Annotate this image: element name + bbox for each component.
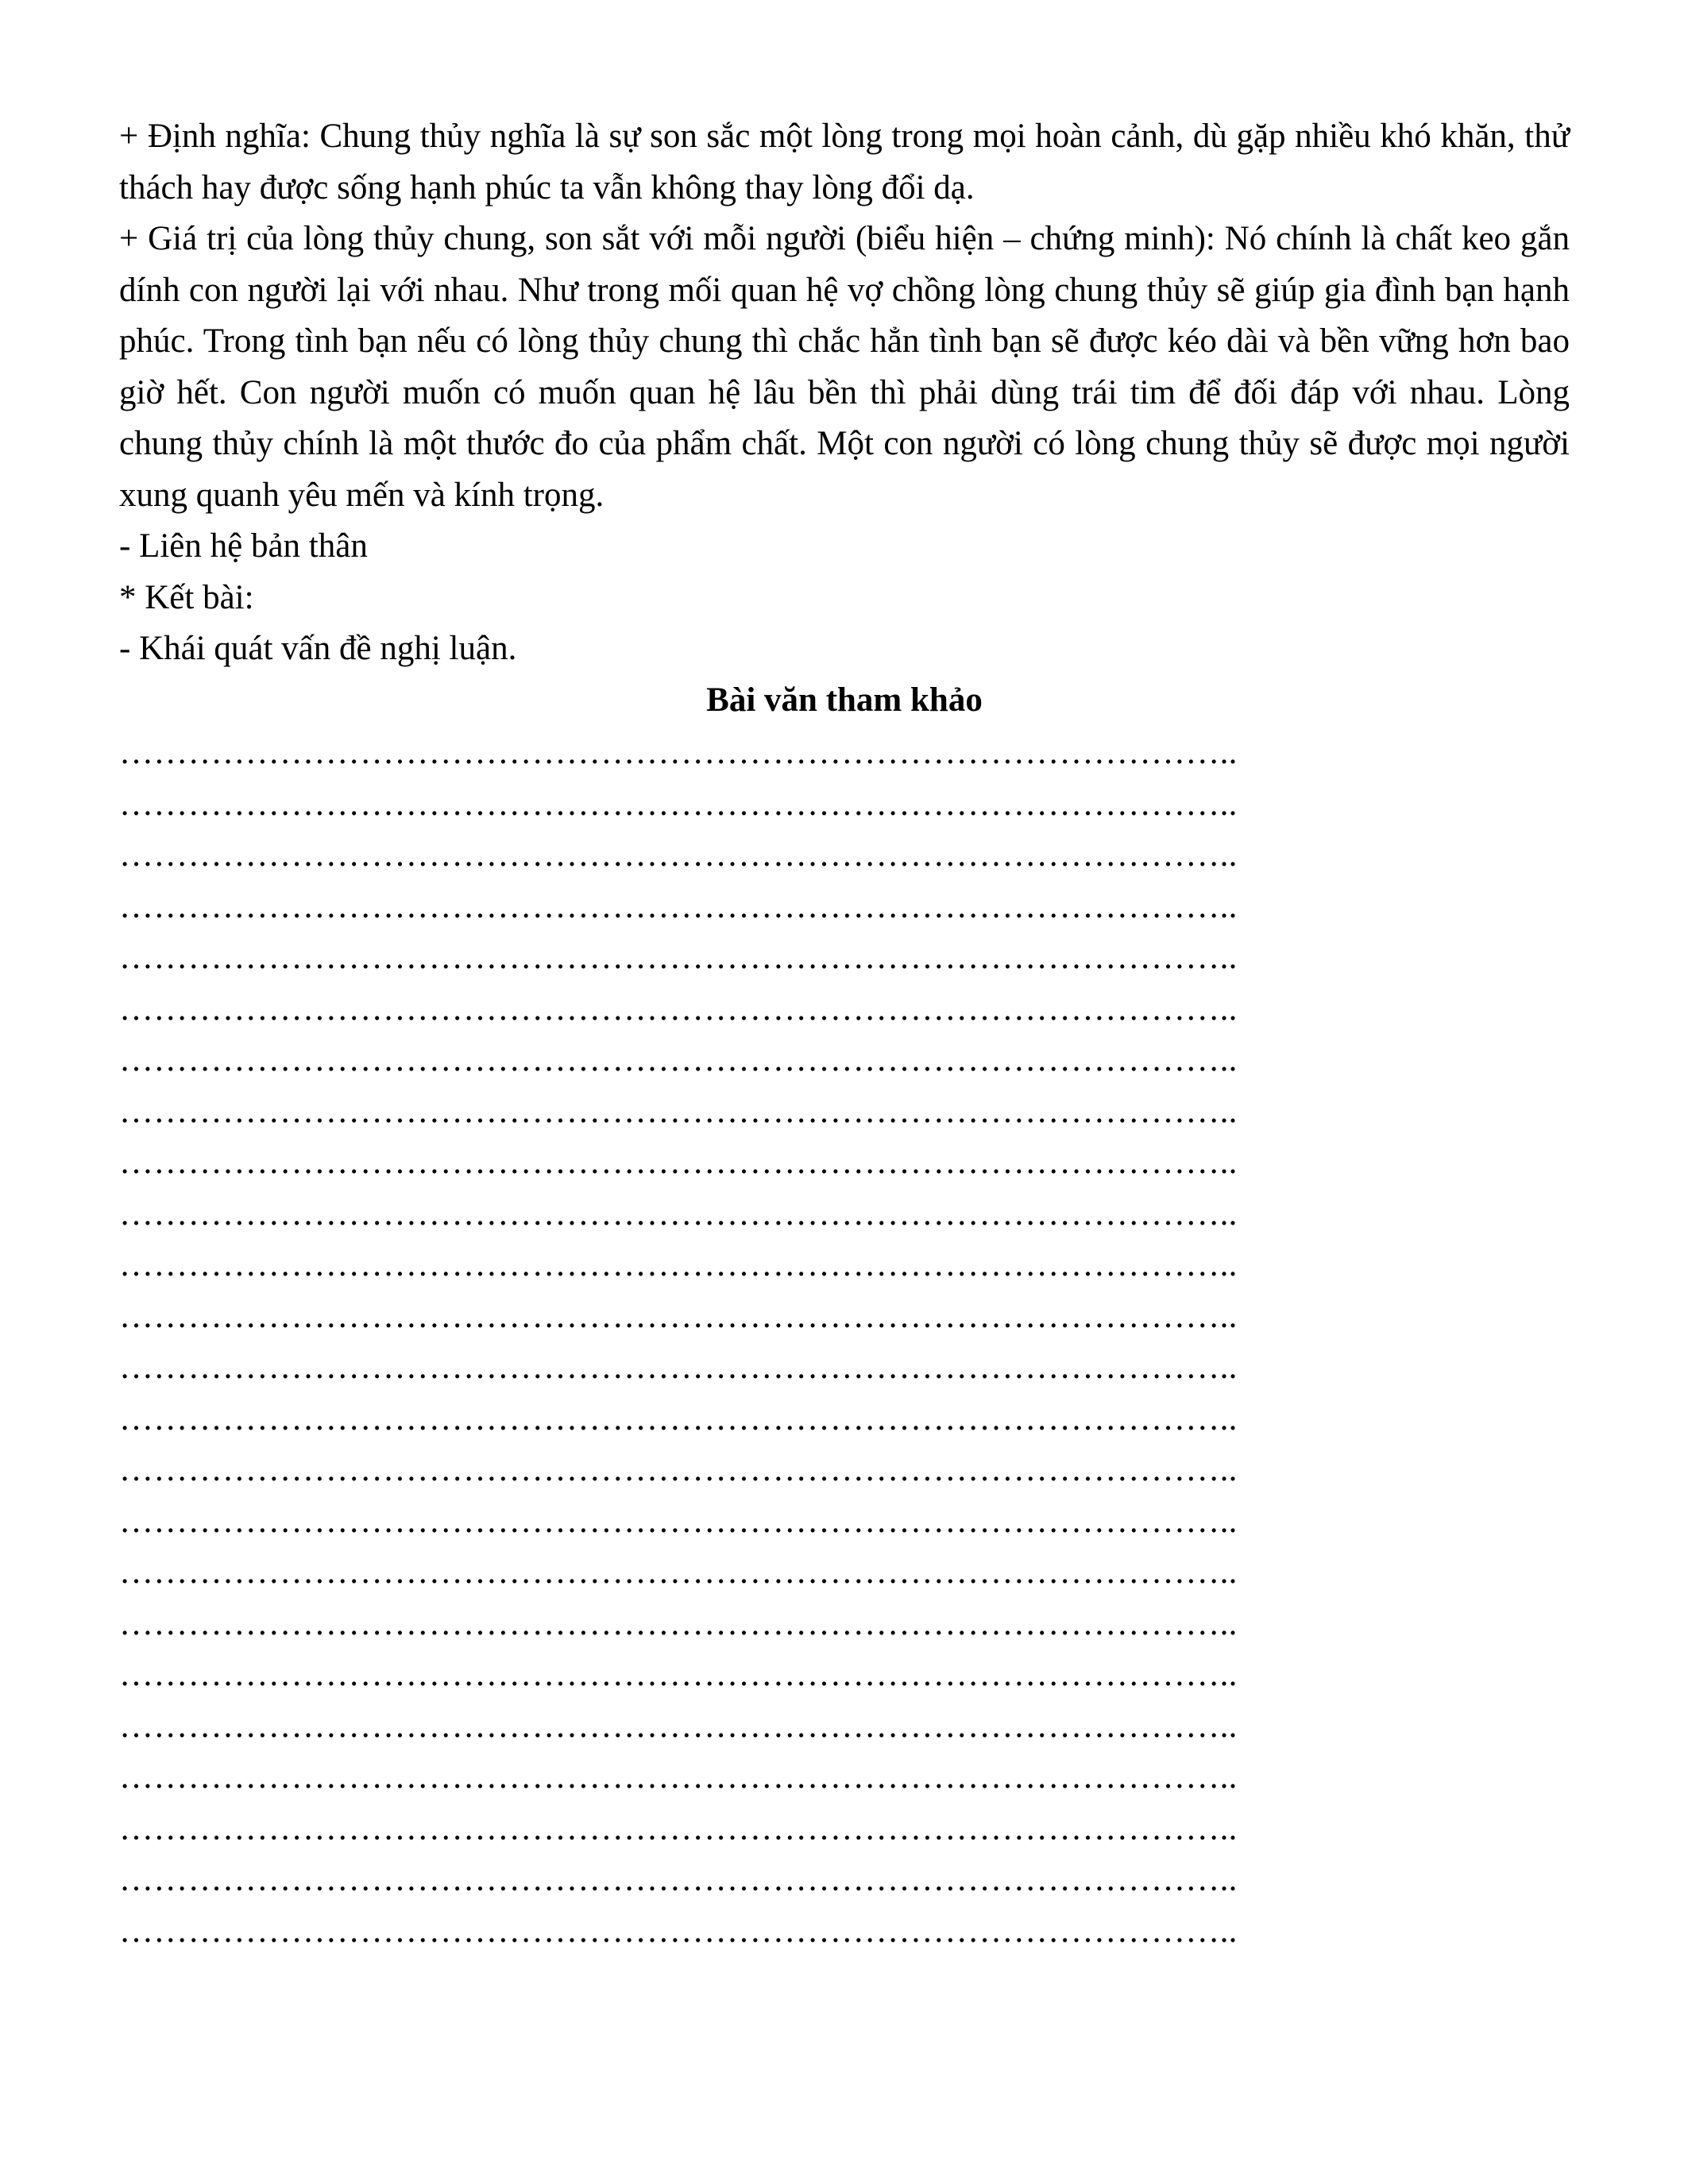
dotted-writing-line: ……………………………………………………………………………………..	[119, 785, 1238, 823]
writing-lines	[119, 727, 1570, 1957]
self-reflection-line: - Liên hệ bản thân	[119, 527, 368, 565]
dotted-writing-line: ……………………………………………………………………………………..	[119, 1912, 1238, 1950]
dotted-writing-line: ……………………………………………………………………………………..	[119, 1297, 1238, 1335]
dotted-writing-line: ……………………………………………………………………………………..	[119, 1502, 1238, 1540]
dotted-writing-line: ……………………………………………………………………………………..	[119, 1707, 1238, 1745]
document-page	[119, 111, 1570, 1957]
dotted-writing-line: ……………………………………………………………………………………..	[119, 1349, 1238, 1386]
dotted-writing-line: ……………………………………………………………………………………..	[119, 1399, 1238, 1437]
conclusion-heading: * Kết bài:	[119, 578, 254, 616]
dotted-writing-line: ……………………………………………………………………………………..	[119, 1758, 1238, 1796]
dotted-writing-line: ……………………………………………………………………………………..	[119, 1861, 1238, 1898]
dotted-writing-line: ……………………………………………………………………………………..	[119, 1553, 1238, 1591]
dotted-writing-line: ……………………………………………………………………………………..	[119, 1246, 1238, 1283]
dotted-writing-line: ……………………………………………………………………………………..	[119, 734, 1238, 771]
section-title: Bài văn tham khảo	[706, 681, 983, 719]
dotted-writing-line: ……………………………………………………………………………………..	[119, 1451, 1238, 1488]
dotted-writing-line: ……………………………………………………………………………………..	[119, 836, 1238, 874]
dotted-writing-line: ……………………………………………………………………………………..	[119, 1656, 1238, 1693]
dotted-writing-line: ……………………………………………………………………………………..	[119, 1194, 1238, 1233]
dotted-writing-line: ……………………………………………………………………………………..	[119, 1809, 1238, 1847]
dotted-writing-line: ……………………………………………………………………………………..	[119, 990, 1238, 1028]
dotted-writing-line: ……………………………………………………………………………………..	[119, 1092, 1238, 1130]
definition-paragraph: + Định nghĩa: Chung thủy nghĩa là sự son sắc một lòng trong mọi hoàn cảnh, dù gặp nhiều khó khăn, thử thách hay được sống hạnh phúc ta vẫn không thay lòng đổi dạ.	[119, 118, 1570, 206]
value-paragraph: + Giá trị của lòng thủy chung, son sắt với mỗi người (biểu hiện – chứng minh): Nó chính là chất keo gắn dính con người lại với nhau. Như trong mối quan hệ vợ chồng lòng chung thủy sẽ giúp gia đình bạn hạnh phúc. Trong tình bạn nếu có lòng thủy chung thì chắc hẳn tình bạn sẽ được kéo dài và bền vững hơn bao giờ hết. Con người muốn có muốn quan hệ lâu bền thì phải dùng trái tim để đối đáp với nhau. Lòng chung thủy chính là một thước đo của phẩm chất. Một con người có lòng chung thủy sẽ được mọi người xung quanh yêu mến và kính trọng.	[119, 220, 1570, 514]
dotted-writing-line: ……………………………………………………………………………………..	[119, 1144, 1238, 1181]
dotted-writing-line: ……………………………………………………………………………………..	[119, 1604, 1238, 1642]
dotted-writing-line: ……………………………………………………………………………………..	[119, 1041, 1238, 1078]
dotted-writing-line: ……………………………………………………………………………………..	[119, 887, 1238, 925]
conclusion-point: - Khái quát vấn đề nghị luận.	[119, 630, 517, 667]
dotted-writing-line: ……………………………………………………………………………………..	[119, 939, 1238, 976]
